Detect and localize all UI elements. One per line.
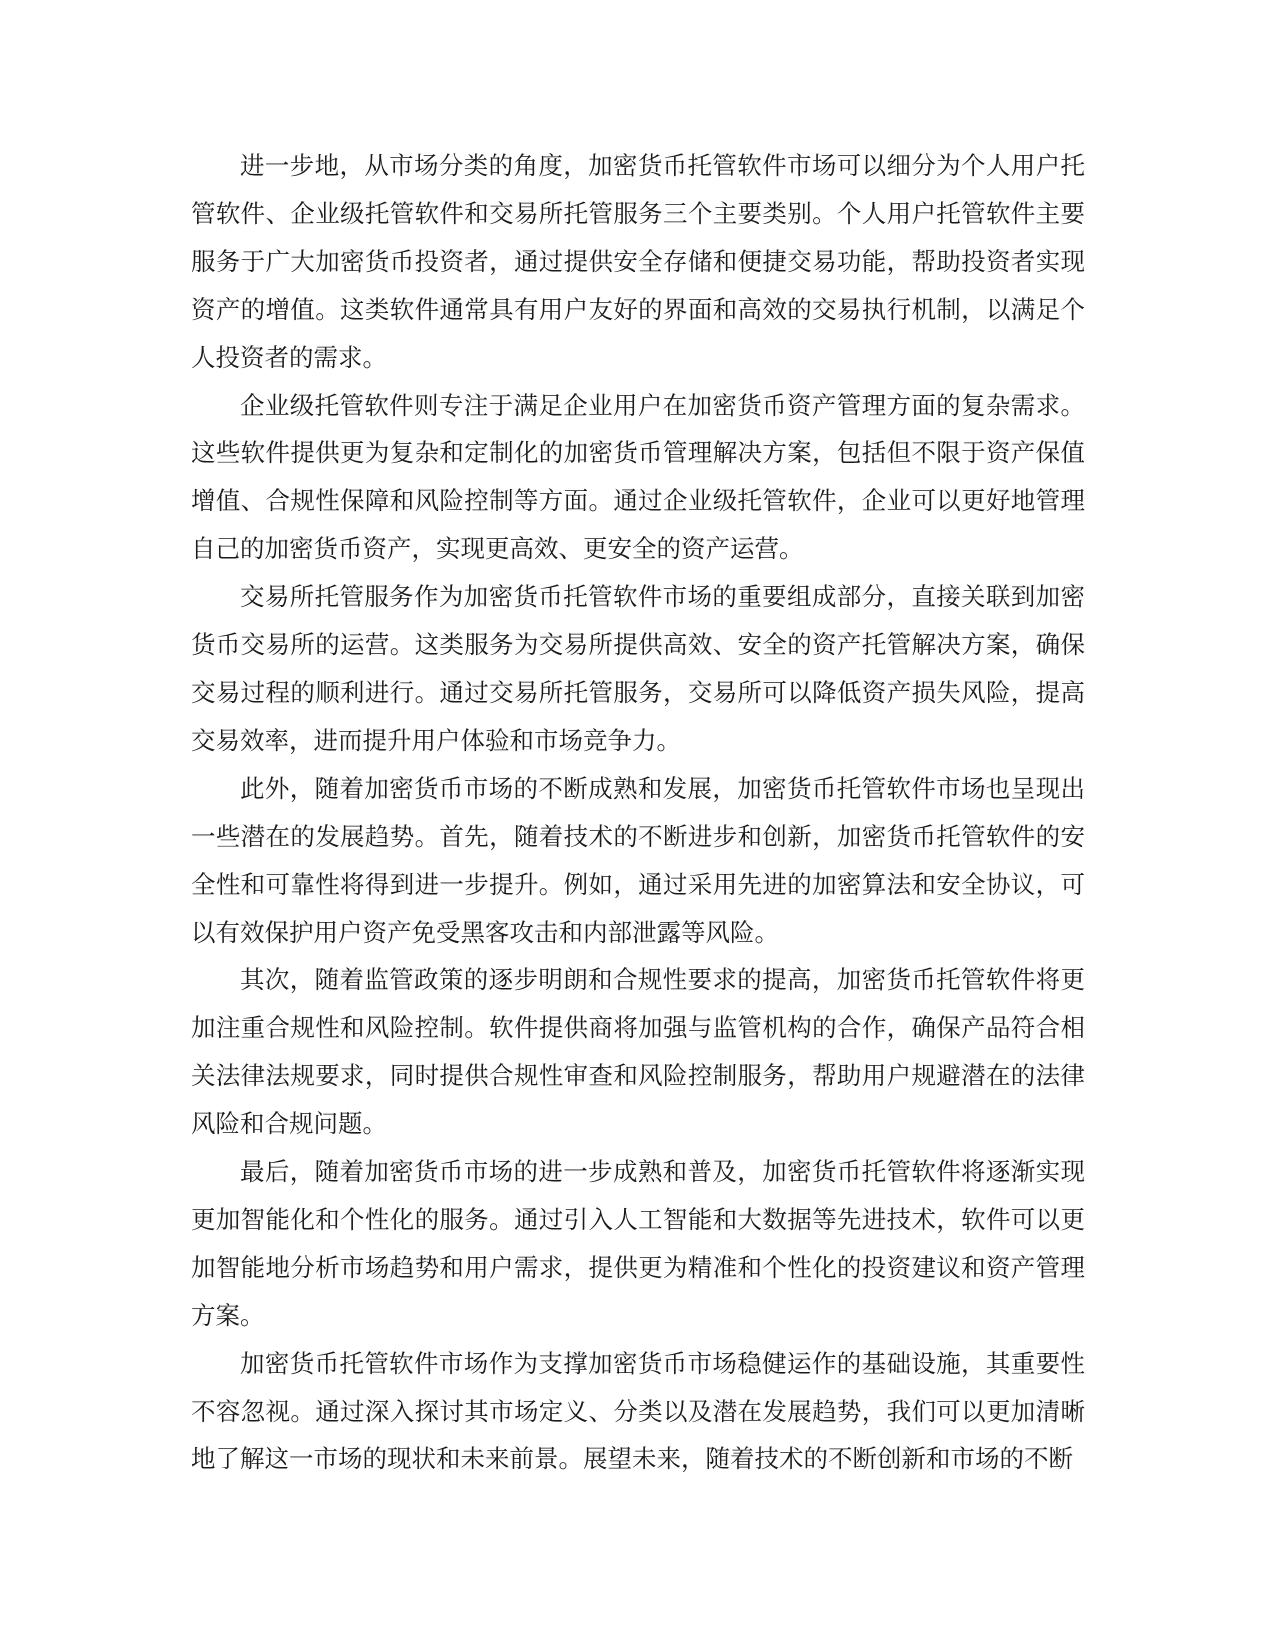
paragraph-conclusion: 加密货币托管软件市场作为支撑加密货币市场稳健运作的基础设施，其重要性不容忽视。通过深入探讨其市场定义、分类以及潜在发展趋势，我们可以更加清晰地了解这一市场的现状和未来前景。展望未来，随着技术的不断创新和市场的不断 — [191, 1348, 1085, 1474]
paragraph-trends-compliance: 其次，随着监管政策的逐步明朗和合规性要求的提高，加密货币托管软件将更加注重合规性和风险控制。软件提供商将加强与监管机构的合作，确保产品符合相关法律法规要求，同时提供合规性审查和风险控制服务，帮助用户规避潜在的法律风险和合规问题。 — [191, 965, 1085, 1139]
body-text — [191, 142, 1085, 1483]
paragraph-enterprise-custody: 企业级托管软件则专注于满足企业用户在加密货币资产管理方面的复杂需求。这些软件提供更为复杂和定制化的加密货币管理解决方案，包括但不限于资产保值增值、合规性保障和风险控制等方面。通过企业级托管软件，企业可以更好地管理自己的加密货币资产，实现更高效、更安全的资产运营。 — [191, 390, 1085, 564]
paragraph-trends-security: 此外，随着加密货币市场的不断成熟和发展，加密货币托管软件市场也呈现出一些潜在的发展趋势。首先，随着技术的不断进步和创新，加密货币托管软件的安全性和可靠性将得到进一步提升。例如，通过采用先进的加密算法和安全协议，可以有效保护用户资产免受黑客攻击和内部泄露等风险。 — [191, 773, 1085, 947]
paragraph-trends-intelligence: 最后，随着加密货币市场的进一步成熟和普及，加密货币托管软件将逐渐实现更加智能化和个性化的服务。通过引入人工智能和大数据等先进技术，软件可以更加智能地分析市场趋势和用户需求，提供更为精准和个性化的投资建议和资产管理方案。 — [191, 1157, 1085, 1330]
paragraph-exchange-custody: 交易所托管服务作为加密货币托管软件市场的重要组成部分，直接关联到加密货币交易所的运营。这类服务为交易所提供高效、安全的资产托管解决方案，确保交易过程的顺利进行。通过交易所托管服务，交易所可以降低资产损失风险，提高交易效率，进而提升用户体验和市场竞争力。 — [191, 582, 1085, 755]
paragraph-market-classification: 进一步地，从市场分类的角度，加密货币托管软件市场可以细分为个人用户托管软件、企业级托管软件和交易所托管服务三个主要类别。个人用户托管软件主要服务于广大加密货币投资者，通过提供安全存储和便捷交易功能，帮助投资者实现资产的增值。这类软件通常具有用户友好的界面和高效的交易执行机制，以满足个人投资者的需求。 — [191, 151, 1085, 372]
